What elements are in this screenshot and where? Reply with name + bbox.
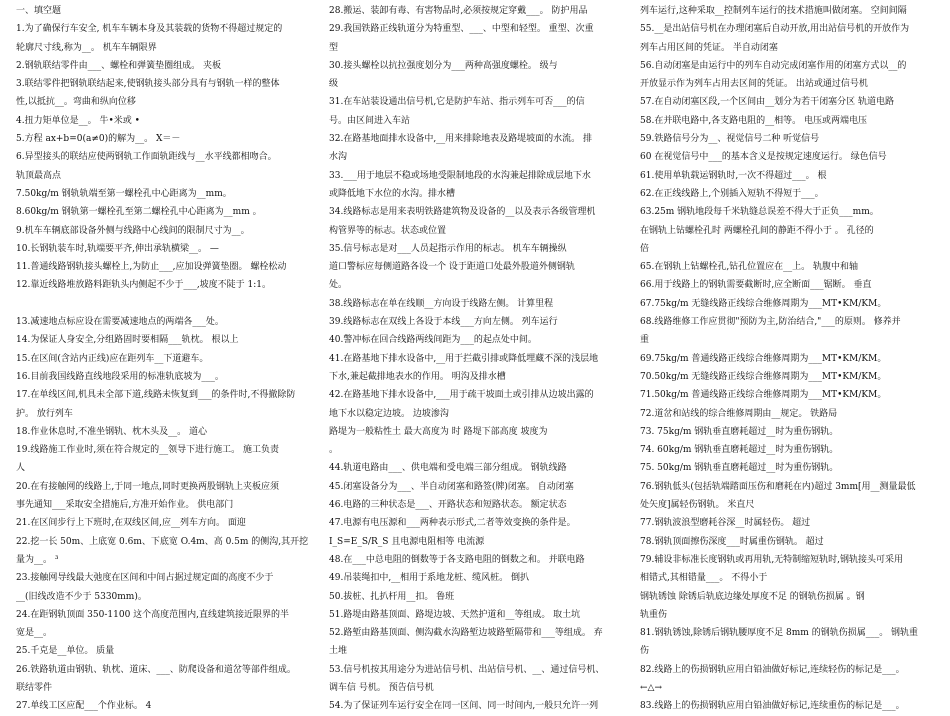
text-line: 82.线路上的伤损钢轨应用白铅油做好标记,连续轻伤的标记是___。 [640,664,905,675]
text-line: 75. 50kg/m 钢轨垂直磨耗超过__时为重伤钢轨。 [640,463,839,474]
text-line: 级 [329,79,339,90]
text-line: 量为__。 ³ [16,554,59,565]
text-line: 事先通知___采取安全措施后,方准开始作业。 供电部门 [16,500,234,511]
text-line: 79.辅设非标准长度钢轨或再用轨,无特制缩短轨时,钢轨接头可采用 [640,554,904,565]
text-line: 5.方程 ax+b=0(a≠0)的解为__。 X＝－ [16,134,181,145]
text-line: 58.在并联电路中,各支路电阻的__相等。 电压或两端电压 [640,115,868,126]
text-line: 12.靠近线路堆放路料距轨头内侧起不少于___,坡度不陡于 1:1。 [16,280,272,291]
text-line: 性,以抵抗__。弯曲和纵向位移 [16,97,136,108]
text-line: 处。 [329,280,348,291]
text-line: 18.作业休息时,不准坐钢轨、枕木头及__。 道心 [16,426,208,437]
text-line: 27.单线工区应配___个作业标。 4 [16,701,152,712]
text-line: 3.联结零件把钢轨联结起来,使钢轨接头部分具有与钢轨一样的整体 [16,79,280,90]
text-line: 30.接头螺栓以抗拉强度划分为___两种高强度螺栓。 级与 [329,60,558,71]
text-line: 7.50kg/m 钢轨轨端至第一螺栓孔中心距离为__mm。 [16,188,232,199]
text-line: 水沟 [329,152,348,163]
text-line: 道口警标应每侧道路各设一个 设于距道口处最外股道外侧钢轨 [329,262,575,273]
text-line: 11.普通线路钢轨接头螺栓上,为防止___,应加设弹簧垫圈。 螺栓松动 [16,262,287,273]
text-line: 6.异型接头的联结应使两钢轨工作面轨距线与__水平线都相吻合。 [16,152,277,163]
text-line: 号。由区间进入车站 [329,115,411,126]
text-line: 轨重伤 [640,609,668,620]
text-line: __(旧线改造不少于 5330mm)。 [16,591,147,602]
text-line: 相错式,其相错量___。 不得小于 [640,573,768,584]
text-line: 83.线路上的伤损钢轨应用白铅油做好标记,连续重伤的标记是___。 [640,701,905,712]
text-line: 24.在距钢轨顶面 350-1100 这个高度范围内,直线建筑接近限界的半 [16,609,290,620]
text-line: 19.线路施工作业时,须在符合规定的__领导下进行施工。 施工负责 [16,445,280,456]
text-line: 65.在钢轨上钻螺栓孔,钻孔位置应在__上。 轨腹中和轴 [640,262,859,273]
text-line: 或降低地下水位的水沟。排水槽 [329,188,456,199]
text-line: 59.铁路信号分为__、视觉信号二种 听觉信号 [640,134,820,145]
text-line: 28.搬运、装卸有毒、有害物品时,必须按规定穿戴___。 防护用品 [329,6,588,16]
text-line: 73. 75kg/m 钢轨垂直磨耗超过__时为重伤钢轨。 [640,426,839,437]
text-line: 60 在视觉信号中___的基本含义是按规定速度运行。 绿色信号 [640,152,887,163]
text-line: 2.钢轨联结零件由___、螺栓和弹簧垫圈组成。 夹板 [16,60,221,71]
text-line: 人 [16,463,26,474]
text-line: 76.钢轨低头(包括轨端踏面压伤和磨耗在内)超过 3mm[用__测量最低 [640,481,916,492]
text-line: 81.钢轨锈蚀,除锈后钢轨腰厚度不足 8mm 的钢轨伤损属___。 钢轨重 [640,628,919,639]
text-line: 15.在区间(含站内正线)应在距列车__下道避车。 [16,353,209,364]
text-line: 21.在区间步行上下班时,在双线区间,应__列车方向。 面迎 [16,518,246,529]
text-line: 倍 [640,243,650,254]
text-line: 44.轨道电路由___、供电端和受电端三部分组成。 钢轨线路 [329,463,567,474]
text-line: 护。 放行列车 [16,408,73,419]
text-line: 61.使用单轨载运钢轨时,一次不得超过___。 根 [640,170,827,181]
column-left [16,2,316,712]
text-line: 45.闭塞设备分为___、半自动闭塞和路签(牌)闭塞。 自动闭塞 [329,481,574,492]
text-line: 34.线路标志是用来表明铁路建筑物及设备的__以及表示各级管理机 [329,207,596,218]
text-line: 列车占用区间的凭证。 半自动闭塞 [640,42,778,53]
text-line: 轮廓尺寸线,称为__。 机车车辆限界 [16,42,157,53]
text-line: 47.电源有电压源和___两种表示形式,二者等效变换的条件是。 [329,518,576,529]
text-line: 在钢轨上钻螺栓孔时 两螺栓孔间的静距不得小于 。 孔径的 [640,225,874,236]
text-line: 54.为了保证列车运行安全在同一区间、同一时间内,一般只允许一列 [329,701,599,712]
text-line: 一、填空题 [16,6,62,16]
column-right [640,2,942,712]
text-line: 46.电路的三种状态是___、开路状态和短路状态。 额定状态 [329,500,567,511]
text-line: 宽是__。 [16,628,53,639]
text-line: I_S=E_S/R_S 且电源电阻相等 电流源 [329,536,485,547]
text-line: 8.60kg/m 钢轨第一螺栓孔至第二螺栓孔中心距离为__mm 。 [16,207,262,218]
text-line: 55.__是出站信号机在办理闭塞后自动开放,用出站信号机的开放作为 [640,24,910,35]
text-line: 型 [329,42,339,53]
text-line: 29.我国铁路正线轨道分为特重型、___、中型和轻型。 重型、次重 [329,24,594,35]
text-line: 13.减速地点标应设在需要减速地点的两端各___处。 [16,317,224,328]
text-line: 14.为保证人身安全,分组路固时要相隔___轨枕。 根以上 [16,335,239,346]
text-line: 33.___用于地层不稳或场地受限制地段的水沟兼起排除成层地下水 [329,170,591,181]
text-line: 68.线路维修工作应贯彻"预防为主,防治结合,"___的原则。 修养并 [640,317,901,328]
text-line: 52.路堑由路基顶面、侧沟截水沟路堑边坡路堑隔带和___等组成。 弃 [329,628,603,639]
text-line: 53.信号机按其用途分为进站信号机、出站信号机、__、通过信号机、 [329,664,605,675]
text-line: 72.道岔和站线的综合维修周期由__规定。 铁路局 [640,408,838,419]
text-line: 列车运行,这种采取__控制列车运行的技术措施叫做闭塞。 空间间隔 [640,6,907,16]
text-line: 78.钢轨顶面擦伤深度___时属重伤钢轨。 超过 [640,536,824,547]
text-line: 轨顶最高点 [16,170,62,181]
text-line: 40.警冲标在回合线路两线间距为___的起点处中间。 [329,335,537,346]
text-line: 23.接触网导线最大弛度在区间和中间占据过规定面的高度不少于 [16,573,274,584]
text-line: 9.机车车辆底部设备外侧与线路中心线间的限制尺寸为__。 [16,225,250,236]
text-line: 26.铁路轨道由钢轨、轨枕、道床、___、防爬设备和道岔等部件组成。 [16,664,296,675]
text-line: 51.路堤由路基顶面、路堤边坡、天然护道和__等组成。 取土坑 [329,609,581,620]
column-middle [329,2,627,712]
text-line: 74. 60kg/m 钢轨垂直磨耗超过__时为重伤钢轨。 [640,445,839,456]
text-line: 1.为了确保行车安全, 机车车辆本身及其装载的货物不得超过规定的 [16,24,283,35]
text-line: 伤 [640,646,650,657]
text-line: 重 [640,335,650,346]
text-line: 构管界等的标志。状态或位置 [329,225,447,236]
text-line: 开放显示作为列车占用去区间的凭证。 出站或通过信号机 [640,79,868,90]
text-line: 56.自动闭塞是由运行中的列车自动完成闭塞作用的闭塞方式以__的 [640,60,907,71]
text-line: 钢轨锈蚀 除锈后轨底边缘处厚度不足 的钢轨伤损属 。钢 [640,591,865,602]
text-line: 地下水以稳定边坡。 边坡渗沟 [329,408,449,419]
text-line: 66.用于线路上的钢轨需要截断时,应全断面___锯断。 垂直 [640,280,872,291]
text-line: 70.50kg/m 无缝线路正线综合维修周期为___MT•KM/KM。 [640,371,887,382]
text-line: 71.50kg/m 普通线路正线综合维修周期为___MT•KM/KM。 [640,390,887,401]
text-line: 16.目前我国线路直线地段采用的标准轨底坡为___。 [16,371,224,382]
text-line: 63.25m 钢轨地段每千米轨缝总误差不得大于正负___mm。 [640,207,879,218]
text-line: 69.75kg/m 普通线路正线综合维修周期为___MT•KM/KM。 [640,353,887,364]
text-line: 22.挖一长 50m、上底宽 0.6m、下底宽 O.4m、高 0.5m 的侧沟,其开挖 [16,536,309,547]
text-line: 57.在自动闭塞区段,一个区间由__划分为若干闭塞分区 轨道电路 [640,97,895,108]
text-line: 39.线路标志在双线上各设于本线___方向左侧。 列车运行 [329,317,558,328]
text-line: 77.钢轨波浪型磨耗谷深__时属轻伤。 超过 [640,518,811,529]
text-line [16,295,316,313]
text-line: ←△→ [640,682,663,693]
text-line: 41.在路基地下排水设备中,__用于拦截引排或降低埋藏不深的浅层地 [329,353,599,364]
text-line: 31.在车站装设通出信号机,它是防护车站、指示列车可否___的信 [329,97,585,108]
text-line: 土堆 [329,646,348,657]
text-line: 49.吊装绳扣中,__相用于系地龙桩、缆风桩。 倒扒 [329,573,530,584]
text-line: 42.在路基地下排水设备中,___用于疏干坡面土或引排从边坡出露的 [329,390,594,401]
text-line: 32.在路基地面排水设备中,__用来排除地表及路堤坡面的水流。 排 [329,134,593,145]
text-line: 48.在___中总电阻的倒数等于各支路电阻的倒数之和。 并联电路 [329,554,585,565]
text-line: 下水,兼起截排地表水的作用。 明沟及排水槽 [329,371,506,382]
text-line: 38.线路标志在单在线顺__方向设于线路左侧。 计算里程 [329,298,554,309]
text-line: 25.千克是__单位。 质量 [16,646,115,657]
text-line: 调车信 号机。 预告信号机 [329,682,434,693]
text-line: 联结零件 [16,682,53,693]
text-line: 17.在单线区间,机具未全部下道,线路未恢复到___的条件时,不得撤除防 [16,390,296,401]
text-line: 67.75kg/m 无缝线路正线综合维修周期为___MT•KM/KM。 [640,298,887,309]
text-line: 35.信号标志是对___人员起指示作用的标志。 机车车辆操纵 [329,243,567,254]
text-line: 62.在正线线路上,个别插入短轨不得短于___。 [640,188,824,199]
text-line: 10.长钢轨装车时,轨端要平齐,伸出承轨横梁__。 — [16,243,219,254]
text-line: 50.拔桩、扎扒杆用__扣。 鲁班 [329,591,455,602]
text-line: 4.扭力矩单位是__。 牛•米或 • [16,115,140,126]
text-line: 路堤为一般粘性土 最大高度为 时 路堤下部高度 坡度为 [329,426,548,437]
text-line: 20.在有接触网的线路上,于同一地点,同时更换两股钢轨上夹板应须 [16,481,280,492]
text-line: 处矢度]属轻伤钢轨。 米直尺 [640,500,755,511]
text-line: 。 [329,445,339,456]
